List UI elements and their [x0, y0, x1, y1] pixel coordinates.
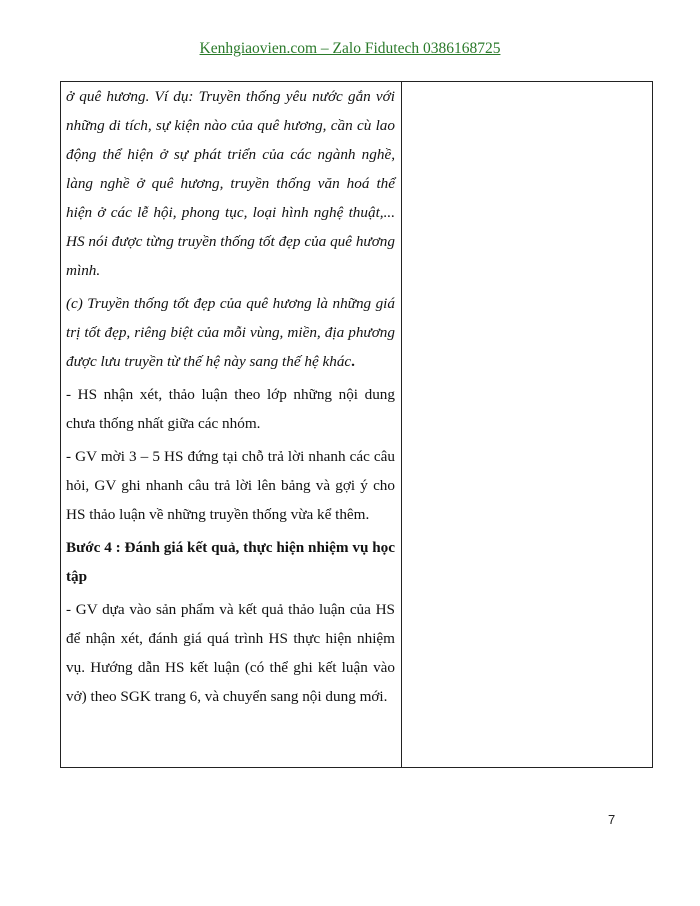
step-4-heading: Bước 4 : Đánh giá kết quả, thực hiện nhiệm vụ học tập	[66, 539, 395, 585]
teacher-question-paragraph: - GV mời 3 – 5 HS đứng tại chỗ trả lời nhanh các câu hỏi, GV ghi nhanh câu trả lời lên bảng và gợi ý cho HS thảo luận về những truyền thống vừa kể thêm.	[66, 448, 395, 523]
evaluation-paragraph: - GV dựa vào sản phẩm và kết quả thảo luận của HS để nhận xét, đánh giá quá trình HS thực hiện nhiệm vụ. Hướng dẫn HS kết luận (có thể ghi kết luận vào vở) theo SGK trang 6, và chuyển sang nội dung mới.	[66, 601, 395, 705]
student-product-cell	[402, 82, 653, 768]
conclusion-paragraph	[66, 289, 395, 376]
table-row	[61, 82, 653, 768]
activity-cell	[61, 82, 402, 768]
example-paragraph: ở quê hương. Ví dụ: Truyền thống yêu nước gắn với những di tích, sự kiện nào của quê hương, cần cù lao động thể hiện ở sự phát triển của các ngành nghề, làng nghề ở quê hương, truyền thống văn hoá thể hiện ở các lễ hội, phong tục, loại hình nghệ thuật,... HS nói được từng truyền thống tốt đẹp của quê hương mình.	[66, 88, 395, 279]
page-header[interactable]: Kenhgiaovien.com – Zalo Fidutech 0386168725	[199, 40, 501, 57]
page-number: 7	[608, 812, 616, 827]
conclusion-text: (c) Truyền thống tốt đẹp của quê hương là những giá trị tốt đẹp, riêng biệt của mỗi vùng, miền, địa phương được lưu truyền từ thế hệ này sang thế hệ khác	[66, 295, 395, 370]
discussion-paragraph: - HS nhận xét, thảo luận theo lớp những nội dung chưa thống nhất giữa các nhóm.	[66, 386, 395, 432]
lesson-table	[60, 81, 653, 768]
conclusion-period: .	[351, 353, 355, 370]
